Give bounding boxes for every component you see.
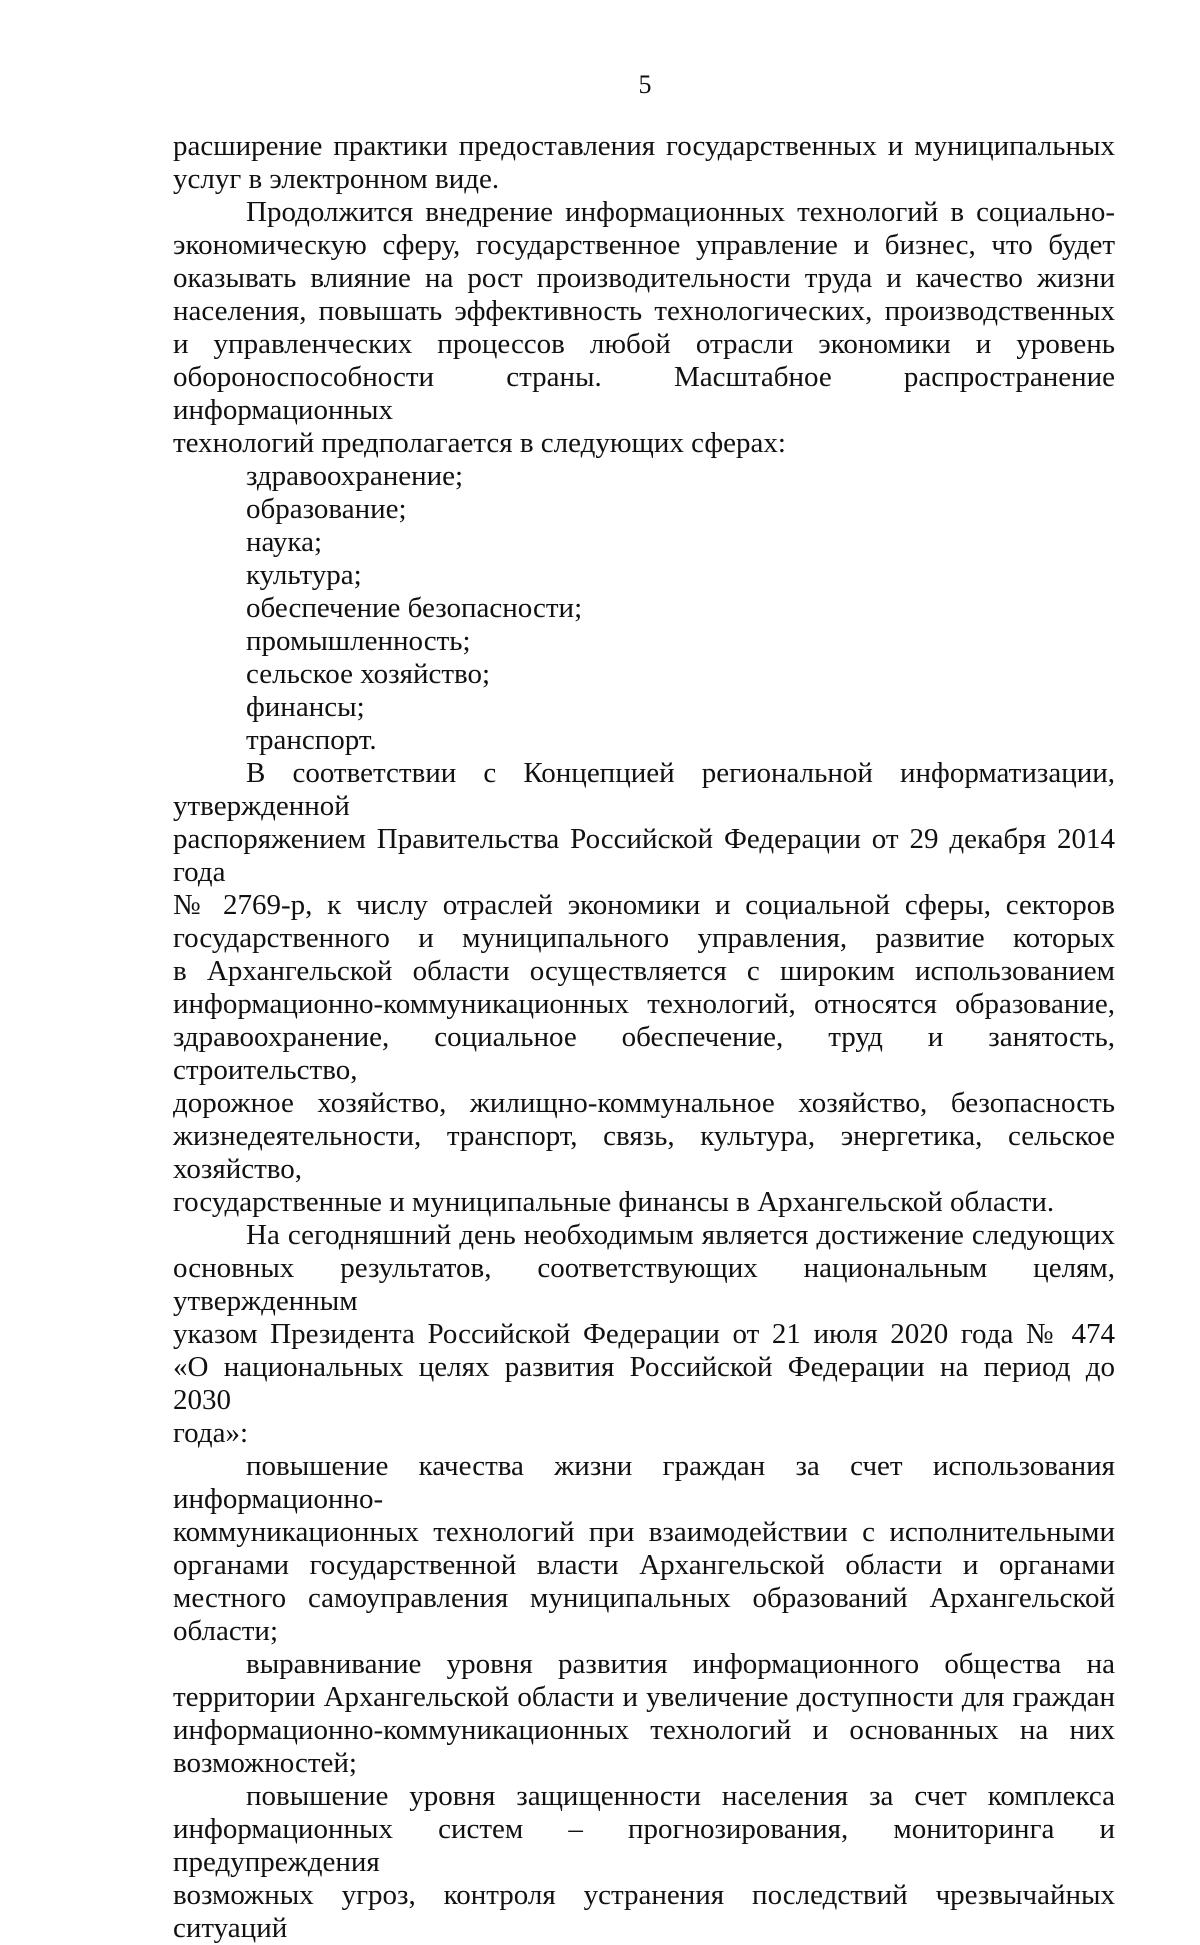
- text-line: в Архангельской области осуществляется с широким использованием: [173, 955, 1115, 987]
- paragraph-population-security: [173, 1780, 1115, 1945]
- list-item: образование;: [246, 493, 407, 525]
- text-line: повышение уровня защищенности населения за счет комплекса: [246, 1780, 1115, 1812]
- list-item: транспорт.: [246, 724, 377, 756]
- paragraph-information-society: [173, 1648, 1115, 1780]
- paragraph-regional-concept: [173, 757, 1115, 1219]
- text-line: расширение практики предоставления государственных и муниципальных: [173, 130, 1115, 162]
- text-line: технологий предполагается в следующих сферах:: [173, 427, 786, 459]
- list-item: здравоохранение;: [246, 460, 464, 492]
- text-line: На сегодняшний день необходимым является достижение следующих: [246, 1219, 1115, 1251]
- text-line: местного самоуправления муниципальных образований Архангельской области;: [173, 1582, 1115, 1647]
- text-line: основных результатов, соответствующих национальным целям, утвержденным: [173, 1252, 1115, 1317]
- list-item: наука;: [246, 526, 322, 558]
- page-number: 5: [638, 70, 652, 99]
- text-line: оказывать влияние на рост производительности труда и качество жизни: [173, 262, 1115, 294]
- text-line: обороноспособности страны. Масштабное распространение информационных: [173, 361, 1115, 426]
- list-item: культура;: [246, 559, 362, 591]
- text-line: информационно-коммуникационных технологий и основанных на них: [173, 1714, 1115, 1746]
- text-line: информационно-коммуникационных технологий, относятся образование,: [173, 988, 1115, 1020]
- text-line: дорожное хозяйство, жилищно-коммунальное хозяйство, безопасность: [173, 1087, 1115, 1119]
- text-line: жизнедеятельности, транспорт, связь, культура, энергетика, сельское хозяйство,: [173, 1120, 1115, 1185]
- text-line: услуг в электронном виде.: [173, 163, 500, 195]
- text-line: В соответствии с Концепцией региональной информатизации, утвержденной: [173, 757, 1115, 822]
- list-item: промышленность;: [246, 625, 471, 657]
- paragraph-electronic-services: [173, 130, 1115, 196]
- text-line: органами государственной власти Архангельской области и органами: [173, 1549, 1115, 1581]
- text-line: государственные и муниципальные финансы в Архангельской области.: [173, 1186, 1055, 1218]
- spheres-list: [173, 460, 1115, 757]
- text-line: указом Президента Российской Федерации от 21 июля 2020 года № 474: [173, 1318, 1115, 1350]
- text-line: повышение качества жизни граждан за счет использования информационно-: [173, 1450, 1115, 1515]
- text-line: территории Архангельской области и увеличение доступности для граждан: [173, 1681, 1115, 1713]
- paragraph-quality-of-life: [173, 1450, 1115, 1648]
- text-line: коммуникационных технологий при взаимодействии с исполнительными: [173, 1516, 1115, 1548]
- text-line: распоряжением Правительства Российской Федерации от 29 декабря 2014 года: [173, 823, 1115, 888]
- paragraph-national-goals: [173, 1219, 1115, 1450]
- list-item: сельское хозяйство;: [246, 658, 491, 690]
- text-line: здравоохранение, социальное обеспечение, труд и занятость, строительство,: [173, 1021, 1115, 1086]
- text-line: выравнивание уровня развития информационного общества на: [246, 1648, 1115, 1680]
- list-item: обеспечение безопасности;: [246, 592, 583, 624]
- text-line: экономическую сферу, государственное управление и бизнес, что будет: [173, 229, 1115, 261]
- paragraph-it-implementation: [173, 196, 1115, 460]
- text-line: возможностей;: [173, 1747, 357, 1779]
- text-line: года»:: [173, 1417, 249, 1449]
- text-line: информационных систем – прогнозирования, мониторинга и предупреждения: [173, 1813, 1115, 1878]
- document-body: [173, 130, 1115, 1945]
- list-item: финансы;: [246, 691, 365, 723]
- text-line: Продолжится внедрение информационных технологий в социально-: [246, 196, 1115, 228]
- text-line: и управленческих процессов любой отрасли экономики и уровень: [173, 328, 1115, 360]
- text-line: № 2769-р, к числу отраслей экономики и социальной сферы, секторов: [173, 889, 1115, 921]
- text-line: возможных угроз, контроля устранения последствий чрезвычайных ситуаций: [173, 1879, 1115, 1944]
- text-line: «О национальных целях развития Российской Федерации на период до 2030: [173, 1351, 1115, 1416]
- text-line: государственного и муниципального управления, развитие которых: [173, 922, 1115, 954]
- text-line: населения, повышать эффективность технологических, производственных: [173, 295, 1115, 327]
